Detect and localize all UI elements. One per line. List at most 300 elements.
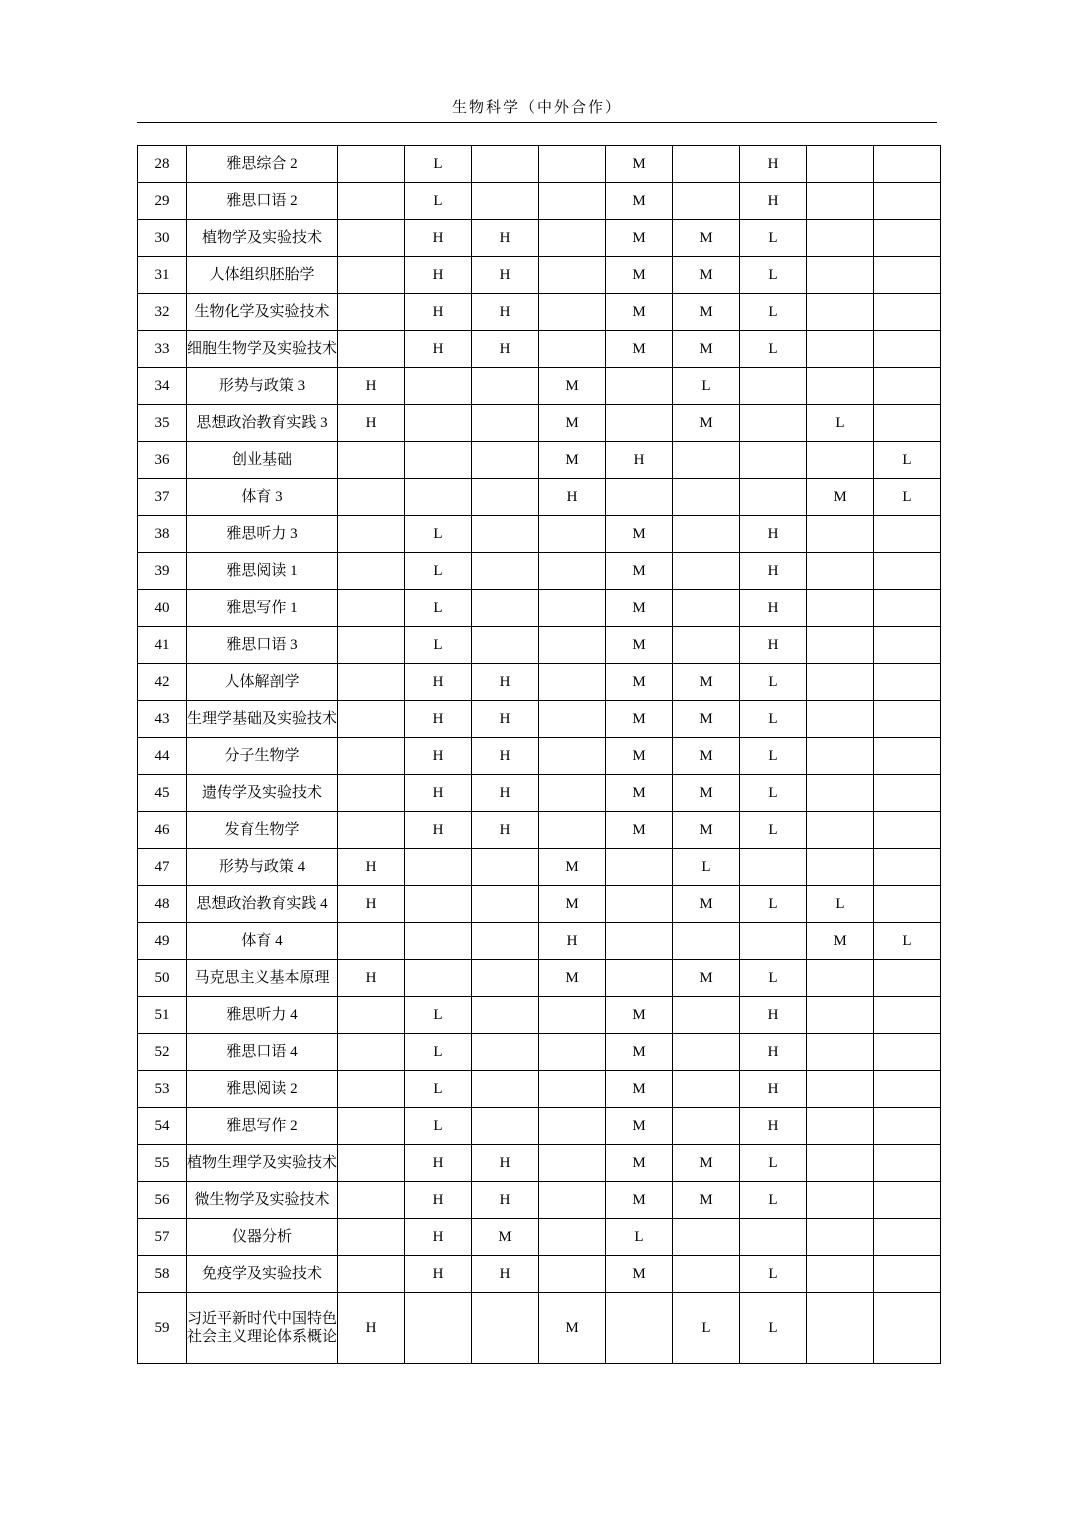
row-index-cell: 30 [138, 220, 187, 257]
matrix-cell: H [338, 960, 405, 997]
table-row [138, 405, 941, 442]
table-row [138, 960, 941, 997]
matrix-cell [807, 997, 874, 1034]
row-index-cell: 42 [138, 664, 187, 701]
matrix-cell [874, 960, 941, 997]
matrix-cell: H [740, 590, 807, 627]
table-row [138, 1219, 941, 1256]
matrix-cell [539, 1219, 606, 1256]
matrix-cell: H [740, 516, 807, 553]
matrix-cell [539, 664, 606, 701]
matrix-cell: H [472, 701, 539, 738]
row-index-cell: 35 [138, 405, 187, 442]
matrix-cell: L [740, 257, 807, 294]
matrix-cell: L [606, 1219, 673, 1256]
row-index-cell: 57 [138, 1219, 187, 1256]
matrix-cell [539, 553, 606, 590]
matrix-cell: M [807, 923, 874, 960]
matrix-cell: H [472, 294, 539, 331]
matrix-cell [539, 146, 606, 183]
matrix-cell: L [740, 331, 807, 368]
matrix-cell [539, 627, 606, 664]
matrix-cell [807, 331, 874, 368]
matrix-cell: M [606, 775, 673, 812]
matrix-cell: M [606, 183, 673, 220]
table-row [138, 849, 941, 886]
matrix-cell: M [673, 220, 740, 257]
course-name-cell: 创业基础 [187, 442, 338, 479]
matrix-cell: M [673, 405, 740, 442]
matrix-cell: L [740, 960, 807, 997]
matrix-cell: H [472, 775, 539, 812]
matrix-cell [338, 627, 405, 664]
matrix-cell [874, 849, 941, 886]
matrix-cell: M [606, 812, 673, 849]
table-row [138, 183, 941, 220]
matrix-cell [539, 1071, 606, 1108]
matrix-cell: M [606, 997, 673, 1034]
matrix-cell [673, 146, 740, 183]
matrix-cell: L [807, 886, 874, 923]
matrix-cell [338, 294, 405, 331]
matrix-cell [673, 1256, 740, 1293]
matrix-cell: L [807, 405, 874, 442]
course-name-cell: 仪器分析 [187, 1219, 338, 1256]
matrix-cell [472, 590, 539, 627]
matrix-cell [539, 812, 606, 849]
matrix-cell [539, 294, 606, 331]
matrix-cell [673, 1219, 740, 1256]
matrix-cell [740, 405, 807, 442]
table-row [138, 997, 941, 1034]
row-index-cell: 46 [138, 812, 187, 849]
matrix-cell: L [874, 442, 941, 479]
matrix-cell [807, 1108, 874, 1145]
matrix-cell [740, 368, 807, 405]
row-index-cell: 28 [138, 146, 187, 183]
course-matrix-table [137, 145, 941, 1364]
matrix-cell: H [338, 886, 405, 923]
row-index-cell: 56 [138, 1182, 187, 1219]
matrix-cell: H [338, 405, 405, 442]
matrix-cell: H [472, 257, 539, 294]
matrix-cell [338, 553, 405, 590]
course-name-cell: 形势与政策 4 [187, 849, 338, 886]
matrix-cell [673, 997, 740, 1034]
row-index-cell: 52 [138, 1034, 187, 1071]
matrix-cell [472, 960, 539, 997]
matrix-cell: L [673, 1293, 740, 1364]
matrix-cell [673, 1071, 740, 1108]
matrix-cell [338, 331, 405, 368]
matrix-cell [874, 1256, 941, 1293]
matrix-cell: M [606, 738, 673, 775]
matrix-cell [673, 516, 740, 553]
matrix-cell: M [606, 701, 673, 738]
course-name-cell: 雅思口语 3 [187, 627, 338, 664]
matrix-cell: M [606, 1034, 673, 1071]
matrix-cell [539, 997, 606, 1034]
table-row [138, 1108, 941, 1145]
table-row [138, 442, 941, 479]
matrix-cell [673, 923, 740, 960]
course-name-cell: 雅思听力 4 [187, 997, 338, 1034]
course-name-cell: 雅思口语 2 [187, 183, 338, 220]
matrix-cell: M [673, 775, 740, 812]
matrix-cell [673, 627, 740, 664]
row-index-cell: 50 [138, 960, 187, 997]
matrix-cell [405, 923, 472, 960]
table-row [138, 1256, 941, 1293]
matrix-cell [874, 812, 941, 849]
matrix-cell [807, 368, 874, 405]
matrix-cell: M [606, 590, 673, 627]
matrix-cell: L [740, 738, 807, 775]
table-row [138, 590, 941, 627]
matrix-cell [338, 775, 405, 812]
course-name-cell: 雅思听力 3 [187, 516, 338, 553]
course-name-cell: 分子生物学 [187, 738, 338, 775]
table-row [138, 516, 941, 553]
course-name-cell: 发育生物学 [187, 812, 338, 849]
matrix-cell [338, 1108, 405, 1145]
matrix-cell [807, 442, 874, 479]
table-row [138, 331, 941, 368]
matrix-cell [338, 997, 405, 1034]
matrix-cell [338, 1145, 405, 1182]
matrix-cell: H [740, 997, 807, 1034]
matrix-cell [740, 849, 807, 886]
matrix-cell: L [740, 1293, 807, 1364]
matrix-cell [338, 479, 405, 516]
course-name-cell: 雅思阅读 2 [187, 1071, 338, 1108]
matrix-cell: M [606, 257, 673, 294]
matrix-cell [874, 257, 941, 294]
matrix-cell: H [472, 664, 539, 701]
matrix-cell: M [606, 516, 673, 553]
table-row [138, 701, 941, 738]
matrix-cell [539, 590, 606, 627]
matrix-cell [606, 849, 673, 886]
table-row [138, 368, 941, 405]
matrix-cell [472, 146, 539, 183]
matrix-cell: H [740, 183, 807, 220]
matrix-cell [874, 1071, 941, 1108]
matrix-cell [338, 1256, 405, 1293]
page-header-title: 生物科学（中外合作） [451, 100, 622, 116]
matrix-cell [472, 368, 539, 405]
matrix-cell: L [874, 479, 941, 516]
matrix-cell: L [405, 516, 472, 553]
row-index-cell: 51 [138, 997, 187, 1034]
matrix-cell: H [405, 1182, 472, 1219]
matrix-cell: L [740, 1145, 807, 1182]
matrix-cell: H [405, 1256, 472, 1293]
matrix-cell: H [606, 442, 673, 479]
matrix-cell: H [740, 1034, 807, 1071]
matrix-cell [874, 220, 941, 257]
table-row [138, 553, 941, 590]
matrix-cell: M [606, 1145, 673, 1182]
matrix-cell [539, 331, 606, 368]
matrix-cell [874, 1034, 941, 1071]
matrix-cell: L [740, 664, 807, 701]
matrix-cell [539, 220, 606, 257]
matrix-cell: M [673, 701, 740, 738]
matrix-cell [874, 405, 941, 442]
matrix-cell [874, 738, 941, 775]
matrix-cell: M [606, 1182, 673, 1219]
course-name-cell: 细胞生物学及实验技术 [187, 331, 338, 368]
matrix-cell [874, 1182, 941, 1219]
matrix-cell [874, 886, 941, 923]
course-name-cell: 体育 4 [187, 923, 338, 960]
matrix-cell: L [405, 146, 472, 183]
matrix-cell [673, 1108, 740, 1145]
matrix-cell: M [606, 627, 673, 664]
matrix-cell: M [539, 886, 606, 923]
matrix-cell [673, 479, 740, 516]
matrix-cell [606, 960, 673, 997]
matrix-cell: M [673, 257, 740, 294]
matrix-cell: H [472, 220, 539, 257]
matrix-cell [472, 1108, 539, 1145]
matrix-cell [807, 183, 874, 220]
matrix-cell [606, 886, 673, 923]
matrix-cell: L [673, 849, 740, 886]
row-index-cell: 47 [138, 849, 187, 886]
matrix-cell: L [405, 627, 472, 664]
table-row [138, 479, 941, 516]
matrix-cell: L [740, 1182, 807, 1219]
matrix-cell: H [539, 923, 606, 960]
matrix-cell [807, 812, 874, 849]
matrix-cell: H [405, 664, 472, 701]
row-index-cell: 34 [138, 368, 187, 405]
matrix-cell [338, 738, 405, 775]
matrix-cell [673, 442, 740, 479]
matrix-cell: L [405, 590, 472, 627]
matrix-cell [874, 294, 941, 331]
matrix-cell [807, 590, 874, 627]
matrix-cell [740, 1219, 807, 1256]
matrix-cell: H [405, 1145, 472, 1182]
table-row [138, 1182, 941, 1219]
matrix-cell [472, 183, 539, 220]
matrix-cell [338, 1219, 405, 1256]
matrix-cell [874, 516, 941, 553]
matrix-cell [338, 1071, 405, 1108]
matrix-cell [539, 516, 606, 553]
row-index-cell: 58 [138, 1256, 187, 1293]
matrix-cell [539, 183, 606, 220]
matrix-cell: M [539, 405, 606, 442]
matrix-cell [807, 738, 874, 775]
table-row [138, 294, 941, 331]
row-index-cell: 59 [138, 1293, 187, 1364]
matrix-cell [472, 997, 539, 1034]
matrix-cell: L [740, 886, 807, 923]
matrix-cell [405, 886, 472, 923]
matrix-cell [338, 146, 405, 183]
matrix-cell: H [338, 368, 405, 405]
matrix-cell [539, 1145, 606, 1182]
matrix-cell: H [472, 1145, 539, 1182]
matrix-cell [472, 627, 539, 664]
matrix-cell: L [740, 1256, 807, 1293]
matrix-cell: L [405, 1108, 472, 1145]
course-name-cell: 思想政治教育实践 4 [187, 886, 338, 923]
matrix-cell [338, 664, 405, 701]
row-index-cell: 53 [138, 1071, 187, 1108]
matrix-cell [539, 701, 606, 738]
course-name-cell: 雅思写作 1 [187, 590, 338, 627]
matrix-cell: M [606, 220, 673, 257]
matrix-cell: H [539, 479, 606, 516]
course-name-cell: 雅思综合 2 [187, 146, 338, 183]
matrix-cell [405, 405, 472, 442]
course-name-cell: 马克思主义基本原理 [187, 960, 338, 997]
course-name-cell: 体育 3 [187, 479, 338, 516]
table-row [138, 1071, 941, 1108]
matrix-cell [807, 701, 874, 738]
matrix-cell [472, 553, 539, 590]
matrix-cell [673, 183, 740, 220]
matrix-cell [405, 960, 472, 997]
course-name-cell: 植物生理学及实验技术 [187, 1145, 338, 1182]
table-row [138, 664, 941, 701]
matrix-cell [807, 1145, 874, 1182]
matrix-cell: H [740, 146, 807, 183]
matrix-cell [807, 849, 874, 886]
matrix-cell [874, 1293, 941, 1364]
row-index-cell: 38 [138, 516, 187, 553]
matrix-cell [807, 627, 874, 664]
row-index-cell: 37 [138, 479, 187, 516]
matrix-cell [807, 553, 874, 590]
matrix-cell: M [673, 738, 740, 775]
table-row [138, 627, 941, 664]
matrix-cell [405, 479, 472, 516]
matrix-cell [874, 664, 941, 701]
course-name-cell: 雅思口语 4 [187, 1034, 338, 1071]
matrix-cell [338, 701, 405, 738]
table-row [138, 220, 941, 257]
row-index-cell: 41 [138, 627, 187, 664]
course-name-cell: 微生物学及实验技术 [187, 1182, 338, 1219]
matrix-cell [807, 1034, 874, 1071]
course-name-cell: 生物化学及实验技术 [187, 294, 338, 331]
matrix-cell [807, 775, 874, 812]
matrix-cell: M [606, 294, 673, 331]
matrix-cell [807, 1293, 874, 1364]
matrix-cell [874, 553, 941, 590]
matrix-cell [539, 1034, 606, 1071]
matrix-cell [807, 294, 874, 331]
matrix-cell [807, 1219, 874, 1256]
course-name-cell: 雅思写作 2 [187, 1108, 338, 1145]
row-index-cell: 29 [138, 183, 187, 220]
row-index-cell: 31 [138, 257, 187, 294]
table-row [138, 1293, 941, 1364]
matrix-cell [472, 1034, 539, 1071]
matrix-cell: M [606, 553, 673, 590]
matrix-cell: L [740, 775, 807, 812]
matrix-cell: M [606, 664, 673, 701]
matrix-cell: M [673, 294, 740, 331]
matrix-cell [472, 849, 539, 886]
matrix-cell: H [405, 294, 472, 331]
matrix-cell [539, 738, 606, 775]
matrix-cell: H [472, 331, 539, 368]
matrix-cell [807, 516, 874, 553]
matrix-cell [338, 516, 405, 553]
matrix-cell [807, 257, 874, 294]
matrix-cell [539, 1108, 606, 1145]
matrix-cell [874, 146, 941, 183]
matrix-cell: M [606, 146, 673, 183]
matrix-cell [472, 1293, 539, 1364]
course-name-cell: 人体解剖学 [187, 664, 338, 701]
matrix-cell [673, 1034, 740, 1071]
matrix-cell: H [405, 1219, 472, 1256]
matrix-cell: H [405, 220, 472, 257]
matrix-cell [874, 627, 941, 664]
course-name-cell: 免疫学及实验技术 [187, 1256, 338, 1293]
matrix-cell [472, 516, 539, 553]
matrix-cell: M [673, 1182, 740, 1219]
matrix-cell: M [606, 1071, 673, 1108]
matrix-cell: L [874, 923, 941, 960]
matrix-cell [874, 997, 941, 1034]
matrix-cell: H [338, 1293, 405, 1364]
row-index-cell: 49 [138, 923, 187, 960]
matrix-cell [740, 923, 807, 960]
matrix-cell: L [405, 1071, 472, 1108]
row-index-cell: 40 [138, 590, 187, 627]
course-name-cell: 人体组织胚胎学 [187, 257, 338, 294]
matrix-cell: M [673, 812, 740, 849]
matrix-cell [874, 590, 941, 627]
matrix-cell [606, 1293, 673, 1364]
course-name-cell: 习近平新时代中国特色 社会主义理论体系概论 [187, 1293, 338, 1364]
matrix-cell [405, 1293, 472, 1364]
row-index-cell: 44 [138, 738, 187, 775]
matrix-cell [807, 1182, 874, 1219]
header-divider [137, 122, 937, 123]
matrix-cell: H [740, 1071, 807, 1108]
matrix-cell: M [472, 1219, 539, 1256]
matrix-cell: M [807, 479, 874, 516]
matrix-cell: H [338, 849, 405, 886]
table-row [138, 257, 941, 294]
matrix-cell [606, 479, 673, 516]
matrix-cell: M [539, 442, 606, 479]
matrix-cell [673, 590, 740, 627]
matrix-cell: M [606, 1108, 673, 1145]
matrix-cell [539, 257, 606, 294]
matrix-cell: H [405, 257, 472, 294]
matrix-cell: H [405, 738, 472, 775]
matrix-cell: M [673, 960, 740, 997]
row-index-cell: 55 [138, 1145, 187, 1182]
matrix-cell: M [539, 849, 606, 886]
matrix-cell: M [673, 886, 740, 923]
matrix-cell: L [673, 368, 740, 405]
matrix-cell: M [606, 1256, 673, 1293]
matrix-cell: M [673, 664, 740, 701]
matrix-cell: H [472, 738, 539, 775]
